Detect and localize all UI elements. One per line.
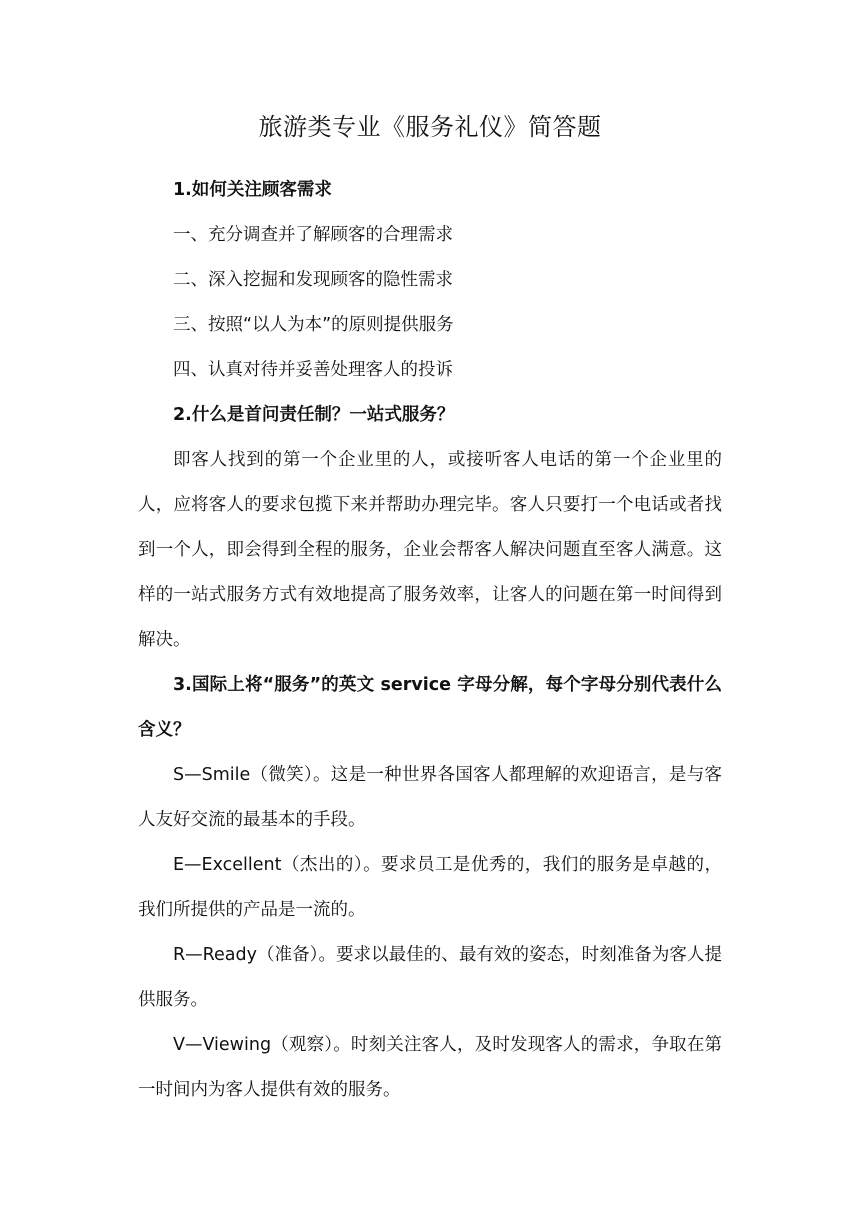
service-e-answer: E—Excellent（杰出的）。要求员工是优秀的，我们的服务是卓越的，我们所提供的产品是一流的。 [138, 855, 722, 920]
question-1-item-1: 一、充分调查并了解顾客的合理需求 [173, 225, 453, 245]
document-title: 旅游类专业《服务礼仪》简答题 [258, 113, 602, 141]
question-1-heading: 1.如何关注顾客需求 [173, 180, 332, 200]
service-r-answer: R—Ready（准备）。要求以最佳的、最有效的姿态，时刻准备为客人提供服务。 [138, 945, 722, 1010]
question-2-heading: 2.什么是首问责任制？一站式服务？ [173, 405, 455, 425]
document-body [138, 168, 722, 1113]
question-1-item-2: 二、深入挖掘和发现顾客的隐性需求 [173, 270, 453, 290]
question-1-item-4: 四、认真对待并妥善处理客人的投诉 [173, 360, 453, 380]
service-s-answer: S—Smile（微笑）。这是一种世界各国客人都理解的欢迎语言，是与客人友好交流的最基本的手段。 [138, 765, 722, 830]
question-3-heading: 3.国际上将“服务”的英文 service 字母分解，每个字母分别代表什么含义？ [138, 675, 722, 740]
service-v-answer: V—Viewing（观察）。时刻关注客人，及时发现客人的需求，争取在第一时间内为客人提供有效的服务。 [138, 1035, 722, 1100]
question-1-item-3: 三、按照“以人为本”的原则提供服务 [173, 315, 454, 335]
question-2-answer: 即客人找到的第一个企业里的人，或接听客人电话的第一个企业里的人，应将客人的要求包揽下来并帮助办理完毕。客人只要打一个电话或者找到一个人，即会得到全程的服务，企业会帮客人解决问题直至客人满意。这样的一站式服务方式有效地提高了服务效率，让客人的问题在第一时间得到解决。 [138, 450, 722, 650]
